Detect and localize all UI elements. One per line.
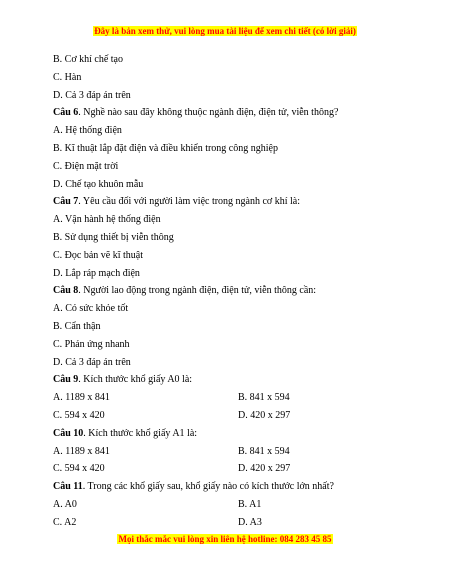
question-9 bbox=[53, 371, 423, 389]
option-row bbox=[53, 389, 423, 407]
question-6 bbox=[53, 104, 423, 122]
option: C. Hàn bbox=[53, 71, 82, 83]
option: B. Sử dụng thiết bị viễn thông bbox=[53, 231, 174, 243]
option: D. 420 x 297 bbox=[238, 463, 291, 475]
preview-banner bbox=[0, 26, 450, 36]
option: D. A3 bbox=[238, 516, 262, 528]
document-body bbox=[53, 51, 423, 532]
question-text: . Người lao động trong ngành điện, điện tử, viễn thông cần: bbox=[78, 285, 317, 297]
option: A. Có sức khỏe tốt bbox=[53, 303, 129, 315]
option-row bbox=[53, 443, 423, 461]
option: D. Cả 3 đáp án trên bbox=[53, 89, 131, 101]
option: C. Đọc bản vẽ kĩ thuật bbox=[53, 249, 143, 261]
question-number: Câu 7 bbox=[53, 196, 79, 208]
option: A. 1189 x 841 bbox=[53, 392, 110, 404]
question-7 bbox=[53, 193, 423, 211]
option: B. A1 bbox=[238, 498, 262, 510]
option: C. 594 x 420 bbox=[53, 409, 105, 421]
option: A. Vận hành hệ thống điện bbox=[53, 214, 161, 226]
option: C. 594 x 420 bbox=[53, 463, 105, 475]
option: A. A0 bbox=[53, 498, 77, 510]
question-8 bbox=[53, 282, 423, 300]
option: D. 420 x 297 bbox=[238, 409, 291, 421]
question-text: . Kích thước khổ giấy A0 là: bbox=[78, 374, 193, 386]
question-text: . Trong các khổ giấy sau, khổ giấy nào có kích thước lớn nhất? bbox=[82, 481, 334, 493]
option: D. Lắp ráp mạch điện bbox=[53, 267, 140, 279]
hotline-banner bbox=[0, 534, 450, 544]
question-number: Câu 10 bbox=[53, 427, 84, 439]
option: B. Cẩn thận bbox=[53, 320, 101, 332]
option: B. 841 x 594 bbox=[238, 445, 290, 457]
question-number: Câu 9 bbox=[53, 374, 79, 386]
question-text: . Nghề nào sau đây không thuộc ngành điện, điện tử, viễn thông? bbox=[78, 107, 339, 119]
option: D. Cả 3 đáp án trên bbox=[53, 356, 131, 368]
option: D. Chế tạo khuôn mẫu bbox=[53, 178, 144, 190]
question-number: Câu 8 bbox=[53, 285, 79, 297]
option: C. Phản ứng nhanh bbox=[53, 338, 130, 350]
question-11 bbox=[53, 478, 423, 496]
option: B. 841 x 594 bbox=[238, 392, 290, 404]
option-row bbox=[53, 514, 423, 532]
option: C. A2 bbox=[53, 516, 77, 528]
question-text: . Kích thước khổ giấy A1 là: bbox=[83, 427, 198, 439]
option: A. Hệ thống điện bbox=[53, 125, 122, 137]
question-10 bbox=[53, 425, 423, 443]
option-row bbox=[53, 407, 423, 425]
question-number: Câu 11 bbox=[53, 481, 83, 493]
preview-banner-text: Đây là bản xem thử, vui lòng mua tài liệu để xem chi tiết (có lời giải) bbox=[94, 26, 356, 36]
option: A. 1189 x 841 bbox=[53, 445, 110, 457]
option-row bbox=[53, 460, 423, 478]
option: B. Kĩ thuật lắp đặt điện và điều khiển trong công nghiệp bbox=[53, 142, 278, 154]
option-row bbox=[53, 496, 423, 514]
hotline-banner-text: Mọi thắc mắc vui lòng xin liên hệ hotline: 084 283 45 85 bbox=[118, 534, 332, 544]
option: B. Cơ khí chế tạo bbox=[53, 54, 123, 65]
question-number: Câu 6 bbox=[53, 107, 79, 119]
option: C. Điện mặt trời bbox=[53, 160, 119, 172]
question-text: . Yêu cầu đối với người làm việc trong ngành cơ khí là: bbox=[78, 196, 300, 208]
